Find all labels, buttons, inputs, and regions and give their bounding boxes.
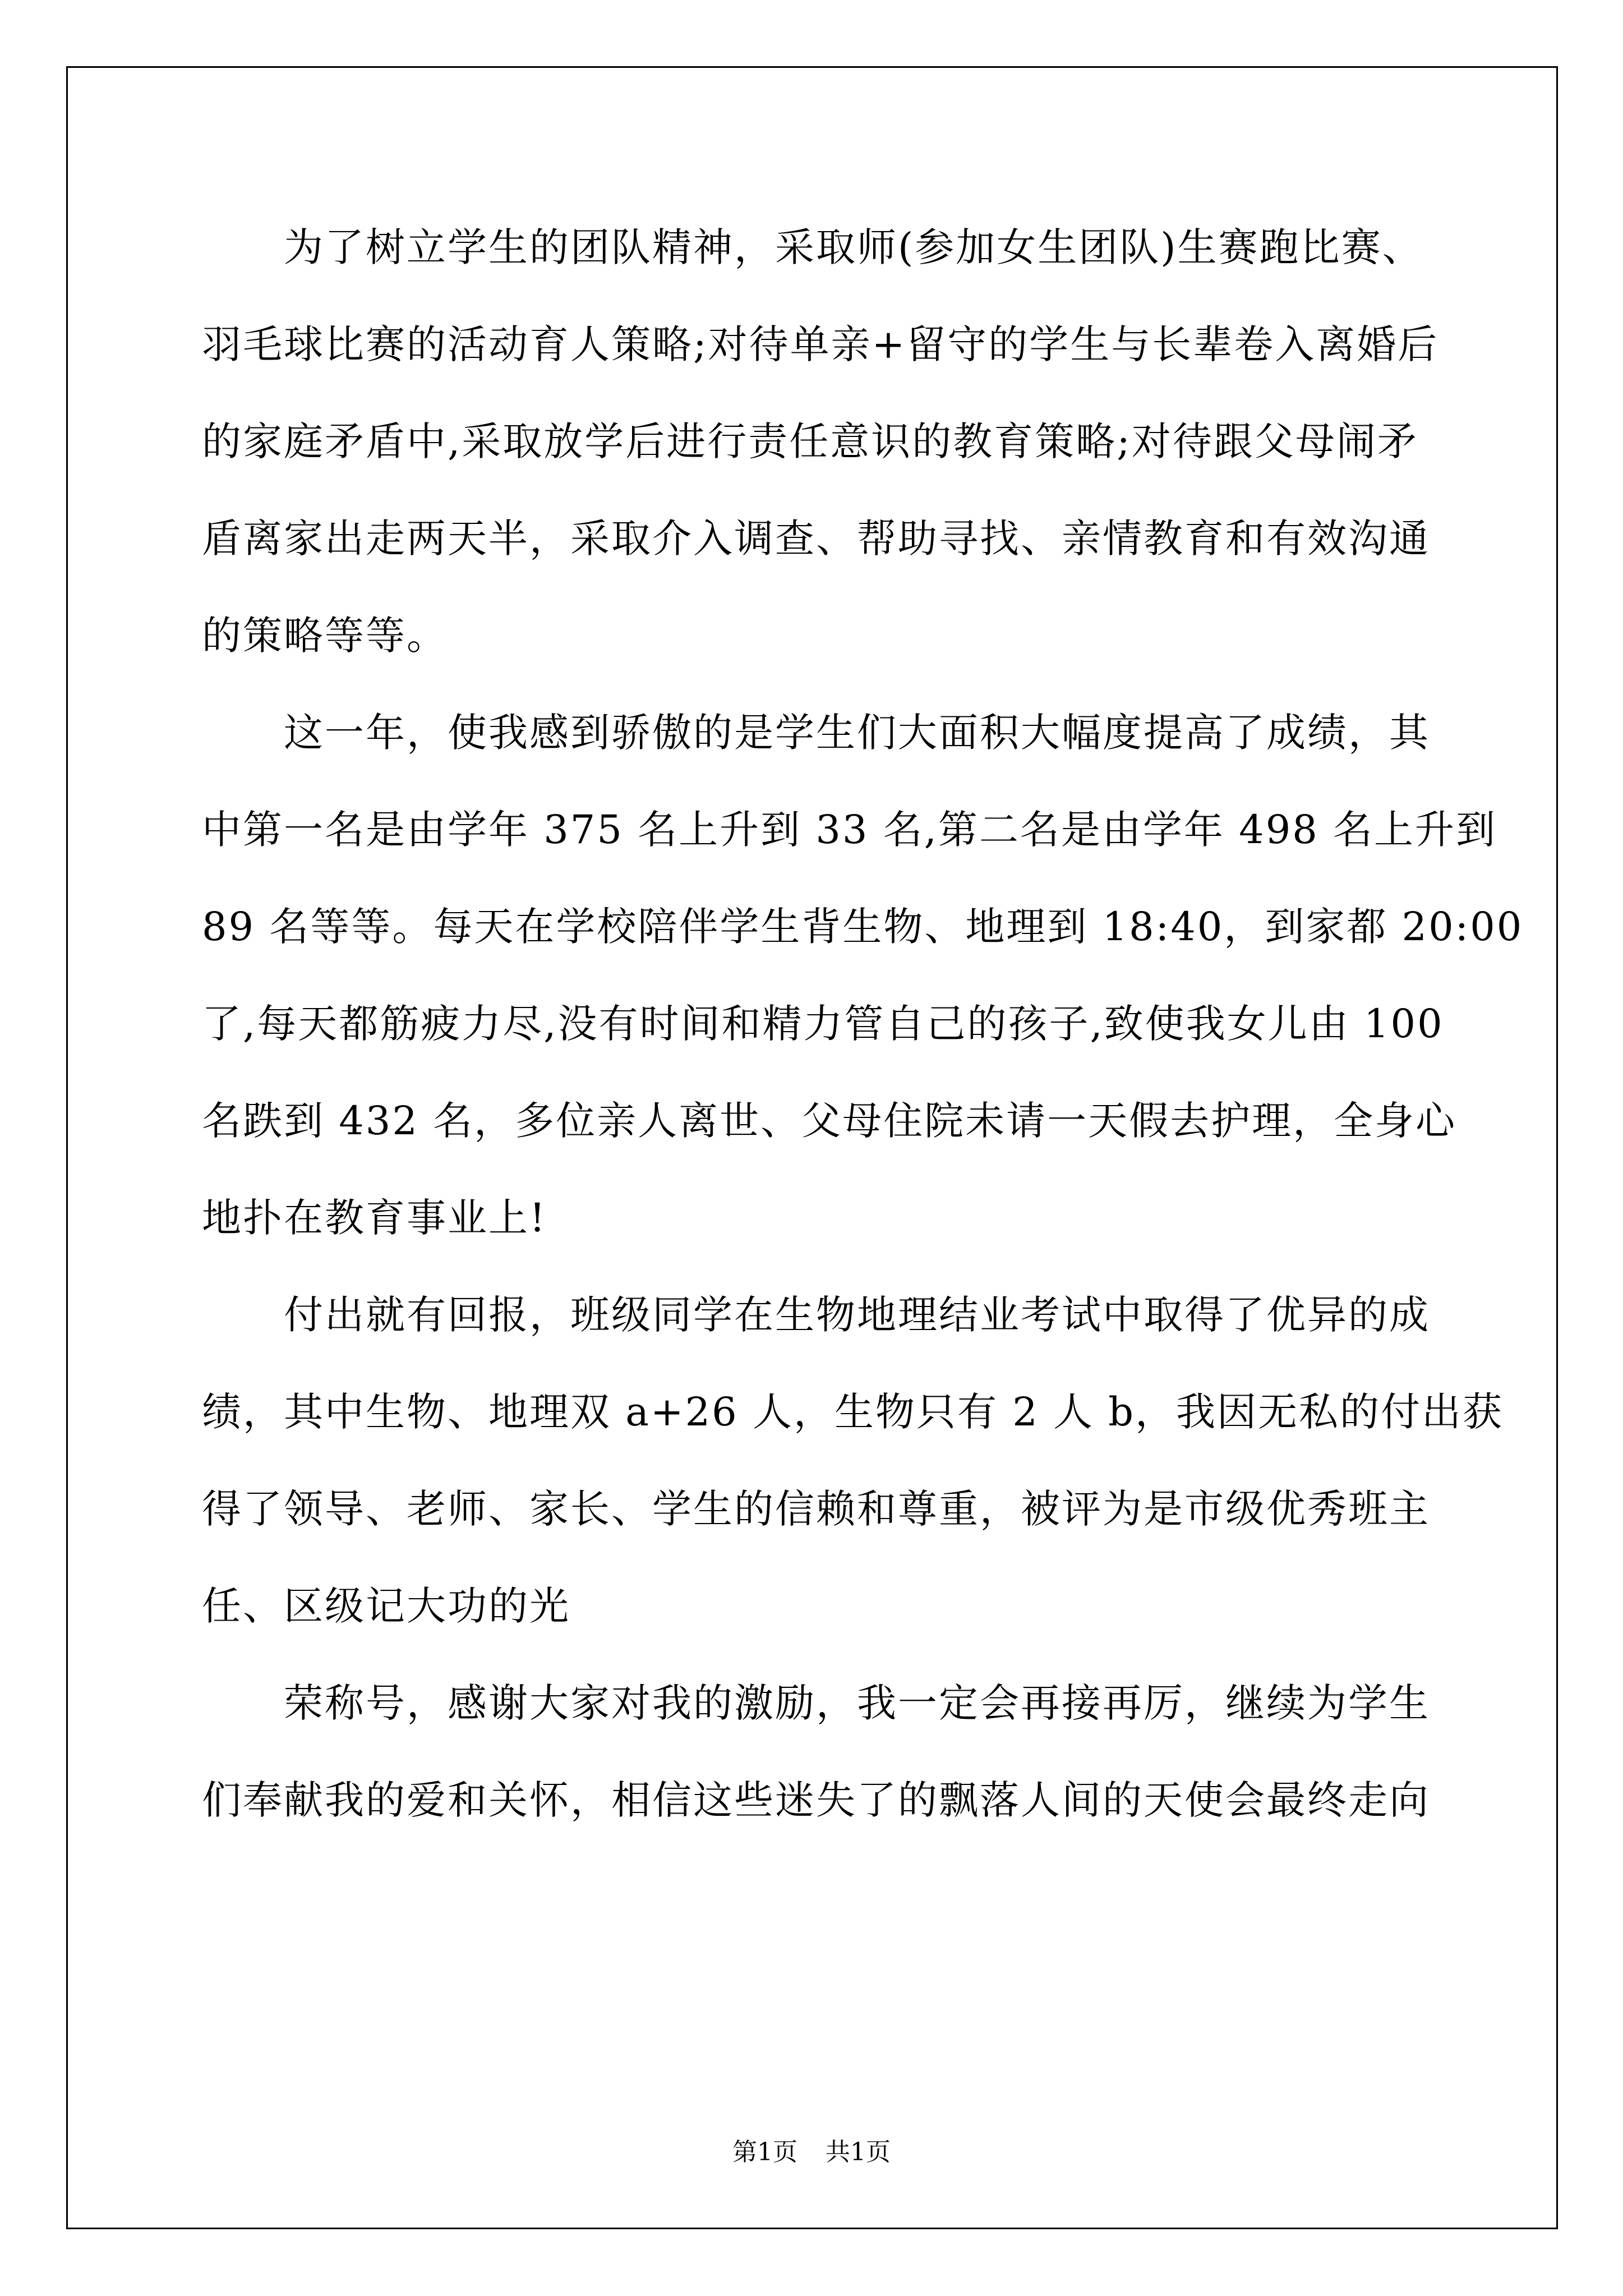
paragraph-3 xyxy=(202,1267,1504,1655)
paragraph-2 xyxy=(202,684,1524,1267)
text-line: 这一年，使我感到骄傲的是学生们大面积大幅度提高了成绩，其 xyxy=(202,710,1430,756)
text-line: 名跌到 432 名，多位亲人离世、父母住院未请一天假去护理，全身心 xyxy=(202,1098,1457,1144)
text-line: 盾离家出走两天半，采取介入调查、帮助寻找、亲情教育和有效沟通 xyxy=(202,516,1430,562)
text-line: 的策略等等。 xyxy=(202,613,448,659)
page-number: 第1页 xyxy=(732,2138,797,2166)
paragraph-4 xyxy=(202,1655,1436,1849)
text-line: 中第一名是由学年 375 名上升到 33 名,第二名是由学年 498 名上升到 xyxy=(202,807,1497,853)
text-line: 绩，其中生物、地理双 a+26 人，生物只有 2 人 b，我因无私的付出获 xyxy=(202,1389,1504,1435)
text-line: 们奉献我的爱和关怀，相信这些迷失了的飘落人间的天使会最终走向 xyxy=(202,1777,1430,1823)
text-line: 89 名等等。每天在学校陪伴学生背生物、地理到 18:40，到家都 20:00 xyxy=(202,904,1524,950)
text-line: 得了领导、老师、家长、学生的信赖和尊重，被评为是市级优秀班主 xyxy=(202,1486,1430,1532)
text-line: 地扑在教育事业上! xyxy=(202,1195,547,1241)
text-line: 羽毛球比赛的活动育人策略;对待单亲+留守的学生与长辈卷入离婚后 xyxy=(202,321,1439,367)
page-total: 共1页 xyxy=(826,2138,891,2166)
paragraph-1 xyxy=(202,199,1439,684)
text-line: 任、区级记大功的光 xyxy=(202,1583,570,1629)
text-line: 付出就有回报，班级同学在生物地理结业考试中取得了优异的成 xyxy=(202,1292,1430,1338)
text-line: 荣称号，感谢大家对我的激励，我一定会再接再厉，继续为学生 xyxy=(202,1680,1430,1726)
text-line: 为了树立学生的团队精神，采取师(参加女生团队)生赛跑比赛、 xyxy=(202,224,1423,270)
text-line: 的家庭矛盾中,采取放学后进行责任意识的教育策略;对待跟父母闹矛 xyxy=(202,418,1418,464)
document-body xyxy=(202,199,1524,1849)
page-footer xyxy=(0,2132,1623,2168)
text-line: 了,每天都筋疲力尽,没有时间和精力管自己的孩子,致使我女儿由 100 xyxy=(202,1001,1444,1047)
